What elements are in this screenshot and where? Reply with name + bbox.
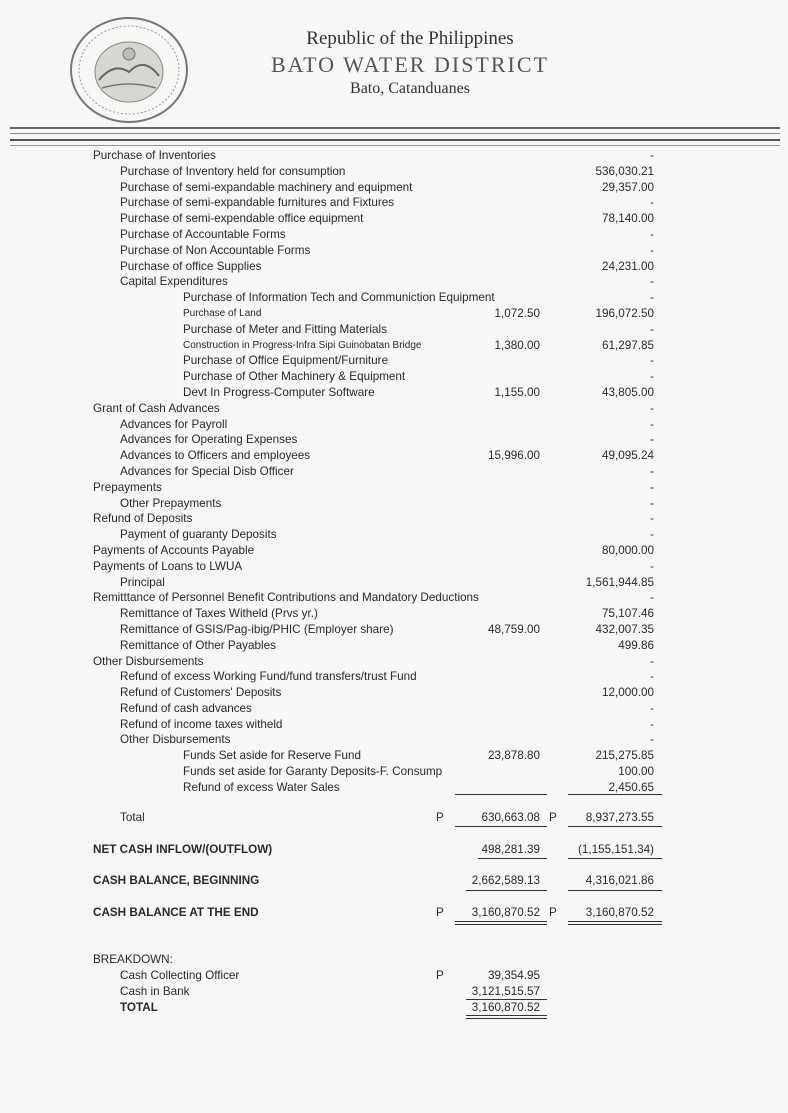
breakdown-total-value: 3,160,870.52	[471, 1001, 540, 1014]
cash-end-c2: 3,160,870.52	[585, 906, 654, 919]
ledger-row	[0, 543, 788, 559]
ledger-row-label: Construction in Progress-Infra Sipi Guinobatan Bridge	[183, 339, 422, 351]
header-republic: Republic of the Philippines	[306, 28, 514, 49]
ledger-row-amount-c2: 78,140.00	[602, 212, 654, 226]
ledger-row-label: Purchase of semi-expandable machinery and equipment	[120, 180, 413, 194]
ledger-row	[0, 417, 788, 433]
ledger-row-amount-c2: -	[650, 275, 654, 289]
ledger-row-amount-c2: -	[650, 322, 654, 336]
begin-underline	[568, 890, 662, 891]
ledger-row-amount-c2: -	[650, 196, 654, 210]
ledger-row-label: Purchase of semi-expandable furnitures and Fixtures	[120, 196, 395, 210]
cash-collecting-officer-value: 39,354.95	[488, 969, 540, 982]
ledger-row-amount-c2: -	[650, 591, 654, 605]
ledger-row-amount-c1: 48,759.00	[488, 622, 540, 636]
ledger-row-amount-c1: 1,155.00	[494, 385, 540, 399]
cash-end-label: CASH BALANCE AT THE END	[93, 906, 259, 919]
ledger-row-label: Purchase of Other Machinery & Equipment	[183, 370, 406, 384]
ledger-row	[0, 701, 788, 717]
net-underline	[478, 858, 547, 859]
total-underline	[568, 826, 662, 827]
ledger-row-amount-c2: 80,000.00	[602, 543, 654, 557]
ledger-row-amount-c2: -	[650, 243, 654, 257]
ledger-row-amount-c1: 15,996.00	[488, 449, 540, 463]
ledger-row-label: Refund of cash advances	[120, 701, 252, 715]
ledger-row-label: Funds Set aside for Reserve Fund	[183, 749, 362, 763]
ledger-row-amount-c2: -	[650, 464, 654, 478]
ledger-row	[0, 654, 788, 670]
ledger-row-label: Grant of Cash Advances	[93, 401, 220, 415]
ledger-row-label: Refund of income taxes witheld	[120, 717, 283, 731]
ledger-row-amount-c2: 100.00	[618, 765, 654, 779]
cash-begin-c1: 2,662,589.13	[471, 874, 540, 887]
cash-in-bank-label: Cash in Bank	[120, 985, 190, 998]
ledger-row-amount-c2: -	[650, 496, 654, 510]
ledger-row	[0, 527, 788, 543]
total-label: Total	[120, 811, 145, 824]
ledger-row	[0, 243, 788, 259]
ledger-row	[0, 780, 788, 796]
cash-in-bank-value: 3,121,515.57	[471, 985, 540, 998]
breakdown-double-underline	[466, 1018, 547, 1019]
ledger-row-label: Refund of Customers' Deposits	[120, 686, 282, 700]
header-divider	[10, 139, 780, 141]
breakdown-double-underline	[466, 1015, 547, 1016]
ledger-row-label: Purchase of Office Equipment/Furniture	[183, 354, 389, 368]
ledger-row-label: Remitttance of Personnel Benefit Contributions and Mandatory Deductions	[93, 591, 479, 605]
ledger-row	[0, 606, 788, 622]
ledger-row-label: Refund of Deposits	[93, 512, 193, 526]
ledger-row-amount-c1: 1,380.00	[494, 338, 540, 352]
ledger-row-label: Advances for Payroll	[120, 417, 228, 431]
peso-sign: P	[436, 906, 444, 919]
ledger-row-amount-c2: -	[650, 654, 654, 668]
peso-sign: P	[549, 811, 557, 824]
ledger-row	[0, 448, 788, 464]
ledger-row-amount-c2: 1,561,944.85	[585, 575, 654, 589]
total-c2: 8,937,273.55	[585, 811, 654, 824]
ledger-row	[0, 322, 788, 338]
ledger-row	[0, 227, 788, 243]
ledger-row-amount-c2: 43,805.00	[602, 385, 654, 399]
ledger-row	[0, 259, 788, 275]
ledger-row-amount-c2: -	[650, 528, 654, 542]
ledger-row-amount-c2: -	[650, 733, 654, 747]
net-cash-c1: 498,281.39	[481, 843, 540, 856]
ledger-row-label: Other Disbursements	[93, 654, 204, 668]
cash-begin-label: CASH BALANCE, BEGINNING	[93, 874, 260, 887]
ledger-row	[0, 180, 788, 196]
ledger-row	[0, 685, 788, 701]
ledger-row-label: Remittance of Taxes Witheld (Prvs yr.)	[120, 607, 318, 621]
ledger-row-label: Advances to Officers and employees	[120, 449, 311, 463]
ledger-row-label: Refund of excess Working Fund/fund transfers/trust Fund	[120, 670, 417, 684]
ledger-row-label: Principal	[120, 575, 165, 589]
ledger-row	[0, 369, 788, 385]
ledger-row-label: Purchase of semi-expendable office equipment	[120, 212, 364, 226]
ledger-row	[0, 590, 788, 606]
ledger-row-amount-c1: 23,878.80	[488, 749, 540, 763]
ledger-row-label: Payment of guaranty Deposits	[120, 528, 277, 542]
ledger-row-amount-c2: -	[650, 701, 654, 715]
end-double-underline	[568, 921, 662, 922]
net-cash-c2: (1,155,151.34)	[577, 843, 654, 856]
ledger-row	[0, 511, 788, 527]
ledger-row	[0, 432, 788, 448]
ledger-row-amount-c2: 536,030.21	[595, 164, 654, 178]
header-location: Bato, Catanduanes	[350, 80, 470, 97]
ledger-row	[0, 464, 788, 480]
header-divider	[10, 145, 780, 146]
ledger-row-label: Payments of Accounts Payable	[93, 543, 255, 557]
ledger-row	[0, 638, 788, 654]
ledger-row-amount-c2: -	[650, 433, 654, 447]
end-double-underline	[455, 921, 547, 922]
ledger-row-amount-c2: -	[650, 512, 654, 526]
ledger-row-amount-c2: 24,231.00	[602, 259, 654, 273]
ledger-row	[0, 480, 788, 496]
ledger-row-label: Devt In Progress-Computer Software	[183, 385, 375, 399]
breakdown-underline	[466, 999, 547, 1000]
total-underline	[455, 826, 547, 827]
ledger-row-amount-c2: -	[650, 149, 654, 162]
ledger-row	[0, 622, 788, 638]
ledger-row	[0, 748, 788, 764]
ledger-row-amount-c1: 1,072.50	[494, 306, 540, 320]
peso-sign: P	[436, 811, 444, 824]
breakdown-total-label: TOTAL	[120, 1001, 158, 1014]
ledger-row-label: Prepayments	[93, 480, 162, 494]
ledger-row	[0, 353, 788, 369]
ledger-row	[0, 274, 788, 290]
ledger-row-label: Refund of excess Water Sales	[183, 780, 340, 794]
breakdown-title: BREAKDOWN:	[93, 953, 173, 966]
ledger-row	[0, 732, 788, 748]
ledger-row	[0, 164, 788, 180]
end-double-underline	[455, 924, 547, 925]
header-divider	[10, 133, 780, 134]
ledger-row-label: Remittance of GSIS/Pag-ibig/PHIC (Employer share)	[120, 622, 394, 636]
ledger-row-amount-c2: -	[650, 291, 654, 305]
ledger-row-label: Purchase of Inventory held for consumption	[120, 164, 346, 178]
peso-sign: P	[549, 906, 557, 919]
disbursement-rows	[0, 148, 788, 796]
header-divider	[10, 127, 780, 129]
net-underline	[568, 858, 662, 859]
ledger-row	[0, 717, 788, 733]
cash-end-c1: 3,160,870.52	[471, 906, 540, 919]
cash-collecting-officer-label: Cash Collecting Officer	[120, 969, 240, 982]
district-seal-image	[66, 14, 192, 126]
ledger-row-amount-c2: -	[650, 670, 654, 684]
peso-sign: P	[436, 969, 444, 982]
ledger-row-amount-c2: 432,007.35	[595, 622, 654, 636]
ledger-row-label: Other Prepayments	[120, 496, 222, 510]
subtotal-underline	[455, 794, 547, 795]
ledger-row-label: Purchase of Land	[183, 307, 262, 319]
begin-underline	[466, 890, 547, 891]
ledger-row-label: Purchase of Accountable Forms	[120, 227, 286, 241]
subtotal-underline	[568, 794, 662, 795]
ledger-row-label: Remittance of Other Payables	[120, 638, 276, 652]
ledger-row-amount-c2: -	[650, 417, 654, 431]
ledger-row-label: Funds set aside for Garanty Deposits-F. Consump	[183, 765, 443, 779]
ledger-row-label: Purchase of Meter and Fitting Materials	[183, 322, 387, 336]
ledger-row-amount-c2: 75,107.46	[602, 607, 654, 621]
ledger-row-label: Advances for Operating Expenses	[120, 433, 298, 447]
ledger-row-label: Purchase of Inventories	[93, 149, 216, 162]
ledger-row-label: Payments of Loans to LWUA	[93, 559, 243, 573]
ledger-row-amount-c2: 49,095.24	[602, 449, 654, 463]
ledger-row	[0, 764, 788, 780]
ledger-row-amount-c2: -	[650, 480, 654, 494]
cash-begin-c2: 4,316,021.86	[585, 874, 654, 887]
ledger-row-amount-c2: -	[650, 227, 654, 241]
ledger-row-label: Purchase of office Supplies	[120, 259, 262, 273]
ledger-row-amount-c2: -	[650, 370, 654, 384]
ledger-row-amount-c2: -	[650, 717, 654, 731]
ledger-row-label: Capital Expenditures	[120, 275, 228, 289]
ledger-row-amount-c2: -	[650, 354, 654, 368]
ledger-row-amount-c2: -	[650, 559, 654, 573]
ledger-row	[0, 401, 788, 417]
header-district-name: BATO WATER DISTRICT	[271, 52, 549, 77]
ledger-row	[0, 195, 788, 211]
ledger-row	[0, 306, 788, 322]
ledger-row-amount-c2: 29,357.00	[602, 180, 654, 194]
ledger-row	[0, 148, 788, 164]
end-double-underline	[568, 924, 662, 925]
ledger-row	[0, 669, 788, 685]
ledger-row-label: Other Disbursements	[120, 733, 231, 747]
ledger-row-label: Purchase of Information Tech and Communiction Equipment	[183, 291, 495, 305]
ledger-row-amount-c2: 2,450.65	[608, 780, 654, 794]
ledger-row	[0, 338, 788, 354]
ledger-row	[0, 575, 788, 591]
ledger-row-amount-c2: 215,275.85	[595, 749, 654, 763]
total-c1: 630,663.08	[481, 811, 540, 824]
ledger-row-label: Purchase of Non Accountable Forms	[120, 243, 311, 257]
ledger-row-amount-c2: 12,000.00	[602, 686, 654, 700]
ledger-row-amount-c2: 196,072.50	[595, 306, 654, 320]
ledger-row	[0, 559, 788, 575]
ledger-row	[0, 385, 788, 401]
ledger-row	[0, 290, 788, 306]
ledger-row-amount-c2: 61,297.85	[602, 338, 654, 352]
net-cash-label: NET CASH INFLOW/(OUTFLOW)	[93, 843, 273, 856]
ledger-row	[0, 211, 788, 227]
ledger-row-amount-c2: 499.86	[618, 638, 654, 652]
ledger-row-amount-c2: -	[650, 401, 654, 415]
ledger-row-label: Advances for Special Disb Officer	[120, 464, 294, 478]
ledger-row	[0, 496, 788, 512]
